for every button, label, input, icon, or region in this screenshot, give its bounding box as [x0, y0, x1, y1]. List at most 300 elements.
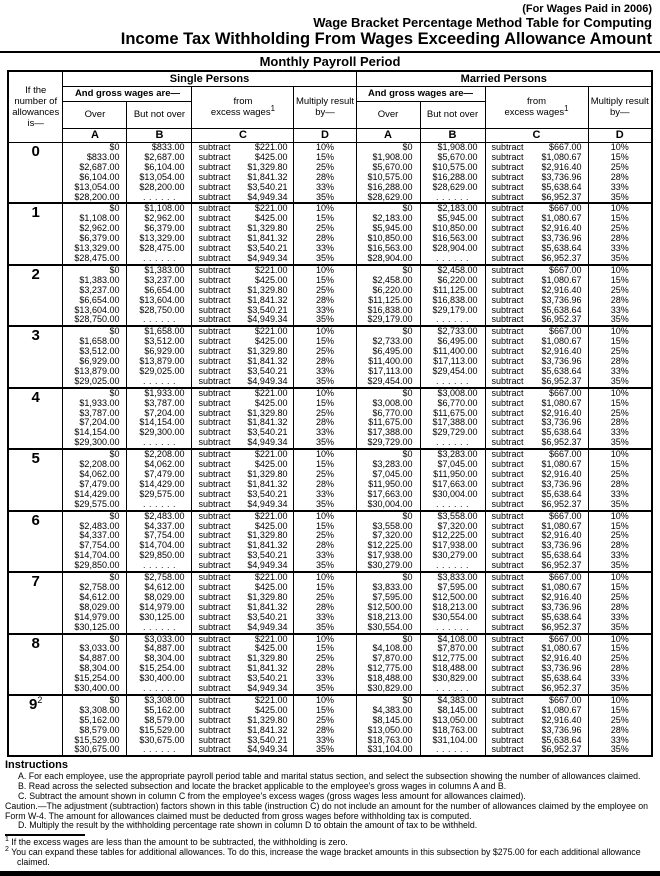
subtract-amount: $1,841.32 [247, 478, 288, 489]
single-rate-value: 25% [315, 469, 334, 479]
subtract-word: subtract [198, 294, 231, 305]
married-over-value: $29,179.00 [367, 314, 413, 325]
subtract-word: subtract [491, 427, 524, 438]
subtract-word: subtract [491, 213, 524, 224]
married-rate-value: 28% [610, 663, 629, 674]
subtract-word: subtract [491, 714, 524, 725]
single-subtract-line [192, 254, 293, 264]
subtract-amount: $4,949.34 [247, 252, 288, 263]
subtract-amount: $1,080.67 [541, 581, 582, 592]
single-over-value: $29,025.00 [74, 375, 120, 386]
allowance-row-6 [8, 511, 652, 572]
subtract-word: subtract [491, 203, 524, 214]
subtract-word: subtract [198, 356, 231, 367]
single-but-not-over-value: $1,383.00 [144, 264, 185, 275]
married-but-not-over-value: $2,458.00 [437, 264, 478, 275]
single-but-not-over-value: $30,400.00 [139, 673, 185, 684]
single-rate-value: 10% [315, 633, 334, 644]
single-open-ended-dots: . . . . . . [142, 314, 176, 325]
allowance-count: 7 [8, 572, 63, 633]
single-subtract-cell [192, 572, 294, 633]
subtract-amount: $1,841.32 [247, 294, 288, 305]
subtract-amount: $1,329.80 [247, 530, 288, 541]
married-over-cell [356, 695, 420, 756]
married-over-value: $0 [402, 633, 413, 644]
single-but-not-over-value: $6,654.00 [144, 284, 185, 295]
subtract-amount: $1,329.80 [247, 223, 288, 234]
married-rate-value: 35% [610, 498, 629, 509]
married-but-not-over-value: $12,225.00 [432, 530, 478, 541]
married-rate-value: 35% [610, 683, 629, 694]
subtract-amount: $6,952.37 [541, 498, 582, 509]
instruction-caution: Caution.—The adjustment (subtraction) factors shown in this table (instruction C) do not include an amount for the number of allowances claimed by the employee on Form W-4. The amount for allowances claimed must be deducted from gross wages before withholding tax is computed. [5, 800, 648, 821]
single-open-ended-dots: . . . . . . [142, 683, 176, 694]
single-open-ended-dots: . . . . . . [142, 744, 176, 755]
married-rate-value: 15% [610, 520, 629, 531]
married-rate-value: 35% [610, 744, 629, 755]
married-rate-value: 10% [610, 449, 629, 460]
table-header [8, 71, 652, 143]
married-over-value: $7,320.00 [372, 530, 413, 541]
married-over-cell [356, 572, 420, 633]
married-over-value: $0 [402, 449, 413, 460]
subtract-word: subtract [491, 520, 524, 531]
subtract-amount: $221.00 [254, 264, 288, 275]
married-subtract-line [486, 315, 588, 325]
single-open-ended-dots: . . . . . . [142, 252, 176, 263]
single-over-value: $29,300.00 [74, 437, 120, 448]
single-over-value: $3,512.00 [79, 346, 120, 357]
married-but-not-over-value: $30,004.00 [432, 488, 478, 499]
subtract-word: subtract [198, 488, 231, 499]
single-multiply-rate-cell [294, 326, 356, 387]
single-rate-value: 33% [315, 304, 334, 315]
single-but-not-over-value: $14,979.00 [139, 601, 185, 612]
subtract-word: subtract [491, 724, 524, 735]
subtract-amount: $2,916.40 [541, 714, 582, 725]
subtract-amount: $3,736.96 [541, 294, 582, 305]
subtract-word: subtract [198, 510, 231, 521]
married-rate-value: 10% [610, 203, 629, 214]
subtract-word: subtract [198, 304, 231, 315]
single-but-not-over-value: $13,329.00 [139, 233, 185, 244]
married-over-value: $3,283.00 [372, 459, 413, 470]
subtract-word: subtract [491, 284, 524, 295]
subtract-word: subtract [198, 407, 231, 418]
allowance-count: 1 [8, 203, 63, 264]
single-multiply-rate-cell [294, 388, 356, 449]
married-but-not-over-cell [420, 326, 485, 387]
married-over-value: $7,870.00 [372, 653, 413, 664]
married-over-value: $0 [402, 264, 413, 275]
single-over-value: $2,962.00 [79, 223, 120, 234]
single-rate-value: 35% [315, 437, 334, 448]
subtract-word: subtract [491, 326, 524, 337]
subtract-word: subtract [198, 653, 231, 664]
married-over-value: $6,770.00 [372, 407, 413, 418]
married-rate-value: 28% [610, 356, 629, 367]
married-rate-value: 25% [610, 407, 629, 418]
single-over-value: $8,029.00 [79, 601, 120, 612]
subtract-word: subtract [491, 233, 524, 244]
subtract-amount: $667.00 [548, 633, 582, 644]
single-rate-value: 33% [315, 611, 334, 622]
subtract-amount: $2,916.40 [541, 591, 582, 602]
subtract-word: subtract [491, 243, 524, 254]
single-rate-value: 33% [315, 673, 334, 684]
married-but-not-over-cell [420, 449, 485, 510]
married-over-value: $28,904.00 [367, 252, 413, 263]
single-rate-value: 25% [315, 714, 334, 725]
subtract-amount: $1,080.67 [541, 459, 582, 470]
married-over-value: $10,850.00 [367, 233, 413, 244]
married-over-value: $7,045.00 [372, 469, 413, 479]
single-but-not-over-cell [127, 388, 192, 449]
allowance-row-5 [8, 449, 652, 510]
married-but-not-over-value: $7,045.00 [437, 459, 478, 470]
married-over-value: $4,108.00 [372, 643, 413, 654]
single-but-not-over-cell [127, 265, 192, 326]
subtract-amount: $425.00 [254, 459, 288, 470]
subtract-word: subtract [491, 734, 524, 745]
married-rate-value: 25% [610, 346, 629, 357]
married-but-not-over-value: $29,179.00 [432, 304, 478, 315]
subtract-amount: $5,638.64 [541, 550, 582, 561]
married-rate-value: 25% [610, 161, 629, 172]
married-but-not-over-value: $6,220.00 [437, 274, 478, 285]
married-multiply-rate-cell [588, 265, 652, 326]
married-open-ended-dots: . . . . . . [436, 560, 470, 571]
single-multiply-header: Multiply result by— [294, 87, 356, 129]
subtract-word: subtract [491, 694, 524, 705]
single-open-ended-dots: . . . . . . [142, 437, 176, 448]
subtract-word: subtract [198, 213, 231, 224]
married-but-not-over-value: $11,950.00 [433, 469, 478, 479]
single-subtract-cell [192, 143, 294, 204]
subtract-word: subtract [198, 478, 231, 489]
single-but-not-over-value: $3,512.00 [144, 336, 185, 347]
married-over-value: $30,279.00 [367, 560, 413, 571]
subtract-word: subtract [198, 673, 231, 684]
married-but-not-over-value: $12,500.00 [432, 591, 478, 602]
single-rate-value: 15% [315, 459, 334, 470]
subtract-amount: $1,841.32 [247, 171, 288, 182]
single-rate-value: 10% [315, 264, 334, 275]
subtract-amount: $3,540.21 [247, 673, 288, 684]
married-over-value: $17,938.00 [367, 550, 413, 561]
subtract-amount: $1,329.80 [247, 653, 288, 664]
married-over-value: $11,400.00 [368, 356, 413, 367]
subtract-word: subtract [198, 449, 231, 460]
subtract-amount: $2,916.40 [541, 223, 582, 234]
single-over-value: $13,879.00 [74, 365, 120, 376]
subtract-amount: $1,841.32 [247, 663, 288, 674]
single-over-value: $2,758.00 [79, 581, 120, 592]
married-over-value: $3,558.00 [372, 520, 413, 531]
from-excess-line2: excess wages$^1$ [210, 103, 275, 118]
married-but-not-over-value: $18,213.00 [432, 601, 478, 612]
subtract-word: subtract [198, 469, 231, 479]
married-over-value: $28,629.00 [367, 191, 413, 202]
married-multiply-rate-cell [588, 695, 652, 756]
single-over-value: $15,254.00 [74, 673, 120, 684]
allowance-count: 8 [8, 634, 63, 695]
married-over-value: $29,454.00 [367, 375, 413, 386]
married-but-not-over-value: $11,675.00 [433, 407, 478, 418]
subtract-word: subtract [491, 142, 524, 152]
married-over-cell [356, 265, 420, 326]
married-but-not-over-value: $28,904.00 [432, 243, 478, 254]
subtract-amount: $6,952.37 [541, 375, 582, 386]
subtract-amount: $425.00 [254, 397, 288, 408]
subtract-amount: $1,841.32 [247, 601, 288, 612]
married-column-letter-c: C [485, 129, 588, 143]
married-but-not-over-cell [420, 695, 485, 756]
married-but-not-over-cell [420, 203, 485, 264]
subtract-word: subtract [198, 264, 231, 275]
subtract-amount: $221.00 [254, 449, 288, 460]
single-but-not-over-value: $30,125.00 [139, 611, 185, 622]
instruction-d: D. Multiply the result by the withholding percentage rate shown in column D to obtain the amount of tax to be withheld. [18, 820, 478, 831]
single-column-letter-a: A [63, 129, 127, 143]
married-over-value: $0 [402, 326, 413, 337]
married-multiply-rate-cell [588, 388, 652, 449]
subtract-word: subtract [491, 510, 524, 521]
married-rate-value: 35% [610, 252, 629, 263]
single-subtract-cell [192, 265, 294, 326]
married-over-value: $31,104.00 [367, 744, 413, 755]
single-over-value: $30,675.00 [74, 744, 120, 755]
married-rate-value: 10% [610, 326, 629, 337]
subtract-amount: $667.00 [548, 326, 582, 337]
subtract-amount: $425.00 [254, 274, 288, 285]
subtract-word: subtract [198, 252, 231, 263]
single-but-not-over-value: $2,483.00 [144, 510, 185, 521]
single-rate-value: 15% [315, 581, 334, 592]
single-subtract-cell [192, 449, 294, 510]
subtract-amount: $6,952.37 [541, 191, 582, 202]
subtract-word: subtract [491, 663, 524, 674]
single-over-value: $30,125.00 [74, 621, 120, 632]
single-rate-value: 15% [315, 520, 334, 531]
subtract-word: subtract [491, 621, 524, 632]
subtract-amount: $667.00 [548, 387, 582, 398]
subtract-amount: $221.00 [254, 203, 288, 214]
subtract-word: subtract [198, 336, 231, 347]
married-open-ended-dots: . . . . . . [436, 744, 470, 755]
married-but-not-over-value: $2,183.00 [437, 203, 478, 214]
single-over-value: $4,337.00 [79, 530, 120, 541]
subtract-amount: $3,736.96 [541, 356, 582, 367]
married-but-not-over-value: $18,488.00 [432, 663, 478, 674]
married-multiply-rate-cell [588, 203, 652, 264]
married-subtract-cell [485, 203, 588, 264]
single-rate-value: 33% [315, 365, 334, 376]
subtract-amount: $425.00 [254, 213, 288, 224]
allowance-row-1 [8, 203, 652, 264]
married-over-value: $12,225.00 [367, 540, 413, 551]
subtract-word: subtract [491, 274, 524, 285]
single-over-value: $28,200.00 [74, 191, 120, 202]
subtract-amount: $3,540.21 [247, 365, 288, 376]
married-but-not-over-value: $17,113.00 [433, 356, 478, 367]
allowance-count: 6 [8, 511, 63, 572]
single-over-cell [63, 203, 127, 264]
single-but-not-over-value: $29,025.00 [139, 365, 185, 376]
subtract-word: subtract [491, 611, 524, 622]
married-open-ended-dots: . . . . . . [436, 498, 470, 509]
single-over-value: $5,162.00 [79, 714, 120, 725]
subtract-word: subtract [198, 560, 231, 571]
married-but-not-over-value: $30,279.00 [432, 550, 478, 561]
subtract-word: subtract [491, 550, 524, 561]
subtract-word: subtract [491, 459, 524, 470]
document-header [0, 0, 660, 49]
married-rate-value: 15% [610, 213, 629, 224]
single-rate-value: 25% [315, 530, 334, 541]
married-subtract-cell [485, 634, 588, 695]
subtract-amount: $4,949.34 [247, 498, 288, 509]
subtract-word: subtract [198, 151, 231, 162]
subtract-amount: $221.00 [254, 142, 288, 152]
married-over-value: $30,554.00 [367, 621, 413, 632]
subtract-word: subtract [198, 530, 231, 541]
single-rate-value: 33% [315, 734, 334, 745]
subtract-amount: $6,952.37 [541, 560, 582, 571]
married-rate-value: 10% [610, 572, 629, 583]
single-multiply-rate-cell [294, 572, 356, 633]
married-but-not-over-value: $16,288.00 [432, 171, 478, 182]
subtract-word: subtract [491, 375, 524, 386]
subtract-word: subtract [198, 744, 231, 755]
married-rate-value: 15% [610, 274, 629, 285]
single-but-not-over-value: $2,962.00 [144, 213, 185, 224]
subtract-word: subtract [198, 326, 231, 337]
single-but-not-over-value: $6,379.00 [144, 223, 185, 234]
married-over-cell [356, 143, 420, 204]
single-multiply-rate-cell [294, 695, 356, 756]
single-rate-value: 15% [315, 151, 334, 162]
single-over-value: $0 [109, 264, 120, 275]
married-rate-value: 15% [610, 704, 629, 715]
married-open-ended-dots: . . . . . . [436, 437, 470, 448]
single-over-cell [63, 326, 127, 387]
subtract-word: subtract [491, 540, 524, 551]
footnote-1: $^1$ If the excess wages are less than the amount to be subtracted, the withholding is zero. [5, 836, 348, 848]
allowance-count: 2 [8, 265, 63, 326]
single-rate-value: 28% [315, 233, 334, 244]
subtract-amount: $1,329.80 [247, 161, 288, 172]
married-but-not-over-cell [420, 388, 485, 449]
married-rate-value: 28% [610, 417, 629, 428]
subtract-word: subtract [491, 264, 524, 275]
subtract-word: subtract [491, 294, 524, 305]
subtract-amount: $1,080.67 [541, 336, 582, 347]
married-but-not-over-cell [420, 143, 485, 204]
subtract-amount: $221.00 [254, 326, 288, 337]
married-subtract-cell [485, 511, 588, 572]
single-over-value: $28,750.00 [74, 314, 120, 325]
subtract-amount: $3,540.21 [247, 488, 288, 499]
instruction-a: A. For each employee, use the appropriate payroll period table and marital status section, and select the subsection showing the number of allowances claimed. [18, 771, 641, 782]
subtract-amount: $6,952.37 [541, 683, 582, 694]
married-subtract-line [486, 296, 588, 306]
subtract-word: subtract [491, 304, 524, 315]
married-over-cell [356, 388, 420, 449]
single-rate-value: 25% [315, 346, 334, 357]
married-over-cell [356, 449, 420, 510]
married-over-value: $11,675.00 [368, 417, 413, 428]
single-but-not-over-value: $8,029.00 [144, 591, 185, 602]
married-over-cell [356, 511, 420, 572]
single-rate-value: 35% [315, 191, 334, 202]
subtract-word: subtract [198, 181, 231, 192]
single-over-value: $0 [109, 203, 120, 214]
single-over-value: $6,929.00 [79, 356, 120, 367]
single-multiply-rate-cell [294, 634, 356, 695]
single-over-cell [63, 143, 127, 204]
allowance-row-7 [8, 572, 652, 633]
subtract-amount: $667.00 [548, 449, 582, 460]
single-over-value: $6,104.00 [79, 171, 120, 182]
subtract-word: subtract [198, 161, 231, 172]
single-but-not-over-value: $3,237.00 [144, 274, 185, 285]
single-over-value: $13,604.00 [74, 304, 120, 315]
single-rate-value: 10% [315, 449, 334, 460]
single-over-value: $15,529.00 [74, 734, 120, 745]
married-but-not-over-value: $17,938.00 [432, 540, 478, 551]
married-rate-value: 33% [610, 427, 629, 438]
bracket-table-body [8, 143, 652, 757]
married-over-value: $2,183.00 [372, 213, 413, 224]
married-over-cell [356, 326, 420, 387]
married-but-not-over-value: $5,670.00 [437, 151, 478, 162]
subtract-word: subtract [491, 449, 524, 460]
married-over-value: $1,908.00 [372, 151, 413, 162]
married-over-value: $4,383.00 [372, 704, 413, 715]
subtract-amount: $1,080.67 [541, 151, 582, 162]
single-but-not-over-value: $28,200.00 [139, 181, 185, 192]
subtract-amount: $2,916.40 [541, 407, 582, 418]
single-open-ended-dots: . . . . . . [142, 621, 176, 632]
single-over-value: $0 [109, 633, 120, 644]
single-subtract-line [192, 745, 293, 755]
subtract-amount: $3,736.96 [541, 233, 582, 244]
single-but-not-over-value: $7,204.00 [144, 407, 185, 418]
instruction-b: B. Read across the selected subsection and locate the bracket applicable to the employee's gross wages in columns A and B. [18, 781, 507, 792]
subtract-word: subtract [198, 243, 231, 254]
subtract-amount: $1,080.67 [541, 397, 582, 408]
married-persons-header: Married Persons [356, 71, 652, 87]
subtract-amount: $5,638.64 [541, 488, 582, 499]
married-but-not-over-value: $30,554.00 [432, 611, 478, 622]
married-but-not-over-value: $18,763.00 [432, 724, 478, 735]
married-rate-value: 33% [610, 488, 629, 499]
subtract-word: subtract [491, 252, 524, 263]
married-subtract-line [486, 500, 588, 510]
married-gross-wages-header: And gross wages are— [356, 87, 485, 102]
subtract-word: subtract [198, 611, 231, 622]
married-but-not-over-cell [420, 511, 485, 572]
subtract-amount: $221.00 [254, 387, 288, 398]
single-over-value: $2,687.00 [79, 161, 120, 172]
single-rate-value: 15% [315, 336, 334, 347]
single-subtract-line [192, 377, 293, 387]
married-over-cell [356, 203, 420, 264]
subtract-amount: $4,949.34 [247, 437, 288, 448]
single-but-not-over-cell [127, 203, 192, 264]
single-over-value: $29,850.00 [74, 560, 120, 571]
